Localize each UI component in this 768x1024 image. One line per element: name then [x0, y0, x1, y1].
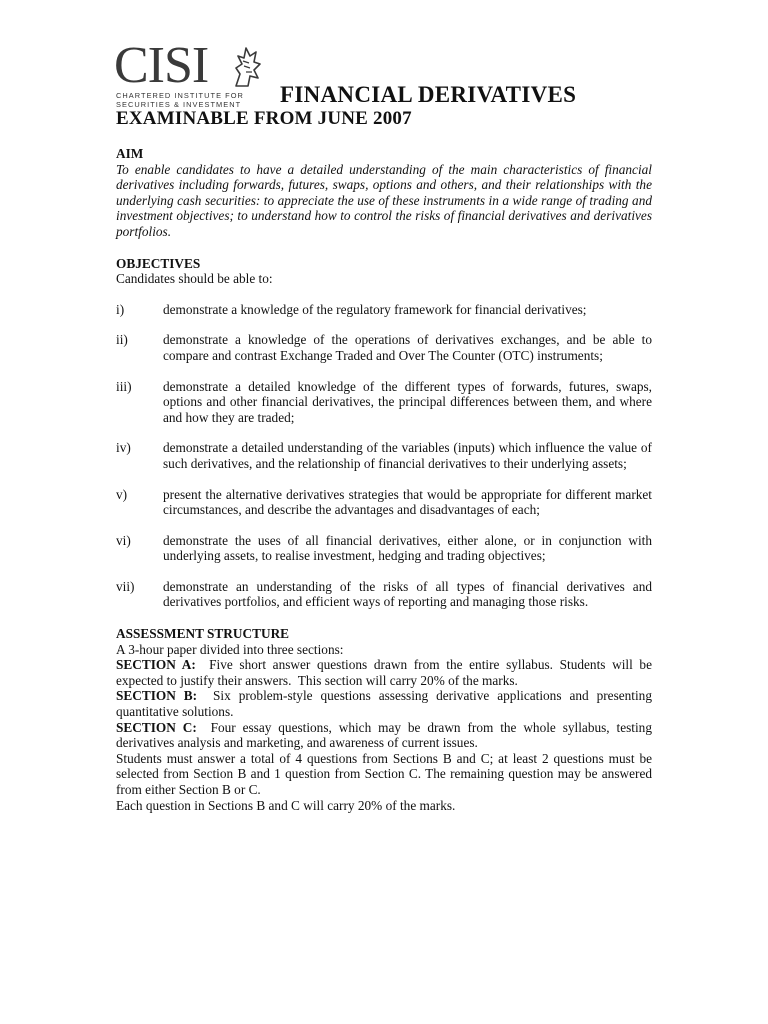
document-title: FINANCIAL DERIVATIVES — [280, 82, 577, 107]
objective-text: demonstrate a knowledge of the regulatory framework for financial derivatives; — [163, 301, 587, 317]
section-a-label: SECTION A: — [116, 657, 196, 673]
objective-item — [116, 533, 652, 564]
objective-number: ii) — [116, 332, 128, 348]
document-subtitle: EXAMINABLE FROM JUNE 2007 — [116, 108, 412, 129]
objective-number: v) — [116, 486, 128, 502]
section-c-paragraph — [116, 719, 656, 751]
section-b-text: Six problem-style questions assessing derivative applications and presenting quantitative solutions. — [116, 688, 656, 720]
objective-text: demonstrate the uses of all financial derivatives, either alone, or in conjunction with underlying assets, to realise investment, hedging and trading objectives; — [163, 532, 652, 564]
objective-text: demonstrate a knowledge of the operations of derivatives exchanges, and be able to compare and contrast Exchange Traded and Over The Counter (OTC) instruments; — [163, 332, 652, 363]
section-c-label: SECTION C: — [116, 719, 197, 735]
section-a-text: Five short answer questions drawn from the entire syllabus. Students will be expected to justify their answers. This section will carry 20% of the marks. — [116, 657, 656, 688]
objective-number: vi) — [116, 532, 131, 548]
section-b-paragraph — [116, 688, 656, 720]
aim-heading: AIM — [116, 146, 144, 161]
objectives-heading: OBJECTIVES — [116, 255, 201, 271]
griffin-crest-icon — [232, 44, 262, 88]
logo-tagline-line2: SECURITIES & INVESTMENT — [116, 100, 242, 109]
objectives-intro: Candidates should be able to: — [116, 271, 273, 287]
objective-number: iv) — [116, 440, 131, 456]
objective-number: iii) — [116, 378, 132, 394]
answer-rule-paragraph: Students must answer a total of 4 questions from Sections B and C; at least 2 questions must be selected from Section B and 1 question from Section C. The remaining question may be answered from either Section B or C. — [116, 750, 652, 797]
assessment-intro: A 3-hour paper divided into three sections: — [116, 641, 344, 657]
cisi-logo — [114, 37, 264, 109]
logo-wordmark: CISI — [114, 37, 209, 94]
objectives-list — [116, 302, 652, 610]
marks-paragraph: Each question in Sections B and C will carry 20% of the marks. — [116, 797, 456, 813]
document-body — [116, 146, 656, 813]
objective-item — [116, 379, 652, 426]
objective-number: i) — [116, 301, 125, 317]
assessment-heading: ASSESSMENT STRUCTURE — [116, 626, 290, 642]
section-b-label: SECTION B: — [116, 688, 198, 704]
objective-item — [116, 332, 652, 363]
aim-text: To enable candidates to have a detailed understanding of the main characteristics of financial derivatives including forwards, futures, swaps, options and others, and their relationships with the underlying cash securities: to appreciate the use of these instruments in a wide range of trading and investment objectives; to understand how to control the risks of financial derivatives and derivatives portfolios. — [116, 161, 652, 239]
objective-text: present the alternative derivatives strategies that would be appropriate for different market circumstances, and describe the advantages and disadvantages of each; — [163, 486, 652, 518]
objective-text: demonstrate an understanding of the risks of all types of financial derivatives and derivatives portfolios, and efficient ways of reporting and managing those risks. — [163, 578, 652, 610]
objective-text: demonstrate a detailed understanding of the variables (inputs) which influence the value of such derivatives, and the relationship of financial derivatives to their underlying assets; — [163, 440, 652, 471]
objective-item — [116, 302, 652, 318]
section-c-text: Four essay questions, which may be drawn from the whole syllabus, testing derivatives analysis and marketing, and awareness of current issues. — [116, 719, 656, 751]
objective-item — [116, 579, 652, 610]
objective-item — [116, 440, 652, 471]
objective-number: vii) — [116, 578, 135, 594]
section-a-paragraph — [116, 657, 656, 688]
objective-text: demonstrate a detailed knowledge of the different types of forwards, futures, swaps, options and other financial derivatives, the principal differences between them, and where and how they are traded; — [163, 378, 652, 425]
logo-tagline-line1: CHARTERED INSTITUTE FOR — [116, 91, 244, 100]
objective-item — [116, 487, 652, 518]
